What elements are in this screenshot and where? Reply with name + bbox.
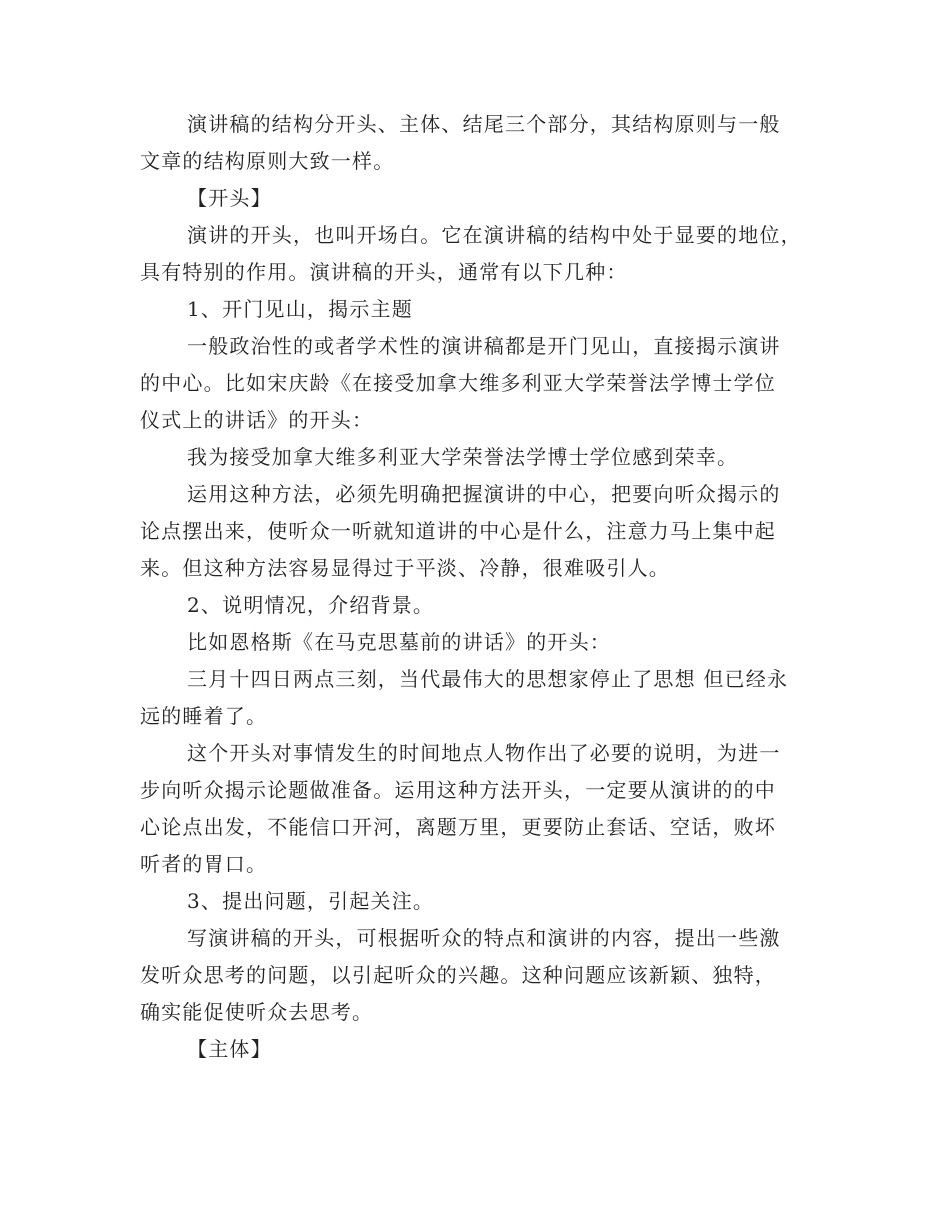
text-line: 3、提出问题，引起关注。 bbox=[187, 889, 435, 913]
paragraph bbox=[140, 1031, 810, 1068]
paragraph bbox=[140, 624, 810, 661]
text-line: 的中心。比如宋庆龄《在接受加拿大维多利亚大学荣誉法学博士学位 bbox=[140, 371, 776, 395]
text-line: 步向听众揭示论题做准备。运用这种方法开头，一定要从演讲的的中 bbox=[140, 778, 776, 802]
text-line: 【主体】 bbox=[187, 1037, 272, 1061]
paragraph bbox=[140, 439, 810, 476]
text-line: 心论点出发，不能信口开河，离题万里，更要防止套话、空话，败坏 bbox=[140, 815, 776, 839]
text-line: 听者的胃口。 bbox=[140, 852, 268, 876]
paragraph bbox=[140, 180, 810, 217]
document-body bbox=[140, 106, 810, 1068]
paragraph bbox=[140, 920, 810, 1031]
text-line: 三月十四日两点三刻，当代最伟大的思想家停止了思想 但已经永 bbox=[187, 667, 789, 691]
text-line: 2、说明情况，介绍背景。 bbox=[187, 593, 435, 617]
text-line: 确实能促使听众去思考。 bbox=[140, 1000, 374, 1024]
text-line: 我为接受加拿大维多利亚大学荣誉法学博士学位感到荣幸。 bbox=[187, 445, 739, 469]
paragraph bbox=[140, 587, 810, 624]
paragraph bbox=[140, 661, 810, 735]
paragraph bbox=[140, 217, 810, 291]
text-line: 1、开门见山，揭示主题 bbox=[187, 297, 413, 321]
paragraph bbox=[140, 106, 810, 180]
text-line: 远的睡着了。 bbox=[140, 704, 268, 728]
paragraph bbox=[140, 476, 810, 587]
text-line: 演讲的开头，也叫开场白。它在演讲稿的结构中处于显要的地位， bbox=[187, 223, 802, 247]
text-line: 发听众思考的问题，以引起听众的兴趣。这种问题应该新颖、独特， bbox=[140, 963, 776, 987]
text-line: 来。但这种方法容易显得过于平淡、冷静，很难吸引人。 bbox=[140, 556, 670, 580]
text-line: 演讲稿的结构分开头、主体、结尾三个部分，其结构原则与一般 bbox=[187, 112, 781, 136]
text-line: 比如恩格斯《在马克思墓前的讲话》的开头： bbox=[187, 630, 611, 654]
text-line: 这个开头对事情发生的时间地点人物作出了必要的说明，为进一 bbox=[187, 741, 781, 765]
paragraph bbox=[140, 735, 810, 883]
text-line: 写演讲稿的开头，可根据听众的特点和演讲的内容，提出一些激 bbox=[187, 926, 781, 950]
text-line: 论点摆出来，使听众一听就知道讲的中心是什么，注意力马上集中起 bbox=[140, 519, 776, 543]
text-line: 仪式上的讲话》的开头： bbox=[140, 408, 374, 432]
text-line: 一般政治性的或者学术性的演讲稿都是开门见山，直接揭示演讲 bbox=[187, 334, 781, 358]
text-line: 文章的结构原则大致一样。 bbox=[140, 149, 395, 173]
paragraph bbox=[140, 291, 810, 328]
paragraph bbox=[140, 883, 810, 920]
text-line: 具有特别的作用。演讲稿的开头，通常有以下几种： bbox=[140, 260, 628, 284]
text-line: 【开头】 bbox=[187, 186, 272, 210]
paragraph bbox=[140, 328, 810, 439]
text-line: 运用这种方法，必须先明确把握演讲的中心，把要向听众揭示的 bbox=[187, 482, 781, 506]
